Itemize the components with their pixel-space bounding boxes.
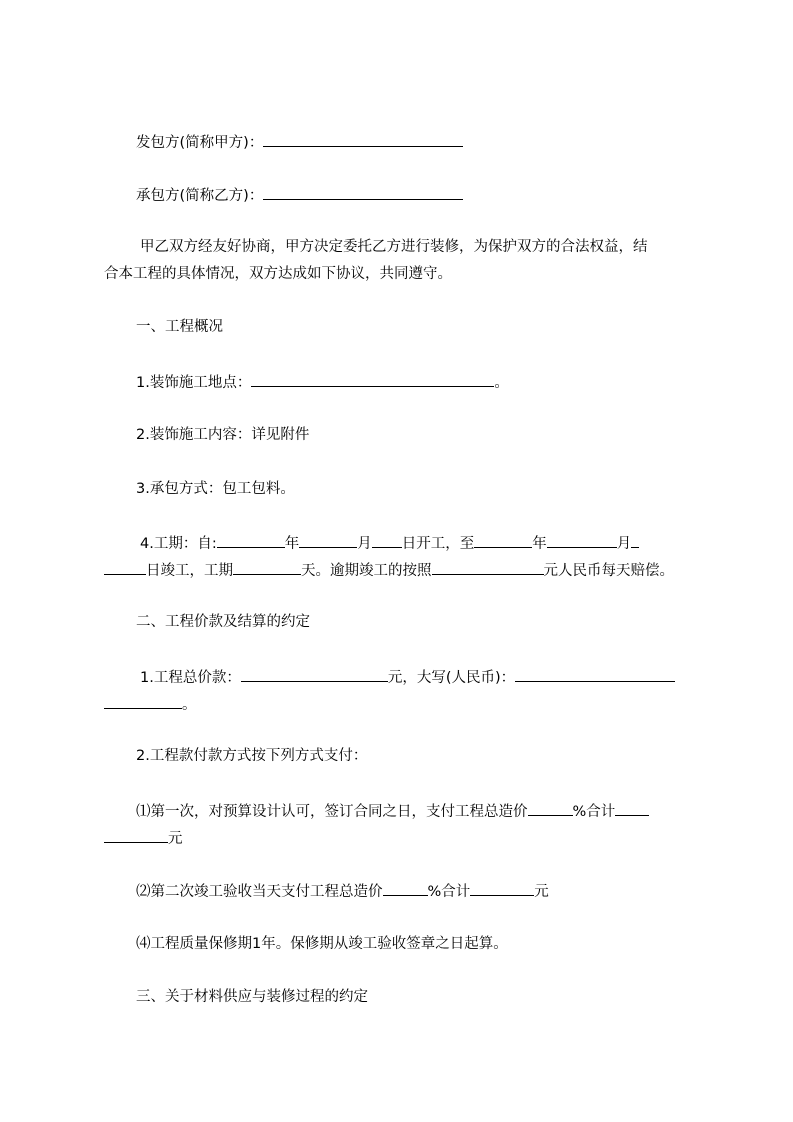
section-1-item-3: 3.承包方式：包工包料。 [136, 481, 295, 497]
end-year-label: 年 [532, 536, 547, 552]
start-month-blank[interactable] [299, 532, 357, 548]
payment-1-yuan: 元 [168, 831, 183, 847]
payment-1-line-2 [104, 827, 704, 849]
start-year-label: 年 [284, 536, 300, 552]
payment-2-percent-label: %合计 [427, 884, 471, 900]
section-2-item-1-line-1 [104, 666, 704, 688]
section-1-title: 一、工程概况 [136, 319, 223, 335]
end-month-blank[interactable] [547, 532, 617, 548]
party-a-blank[interactable] [263, 131, 463, 147]
end-day-blank-part-2[interactable] [104, 559, 146, 575]
party-a-line [104, 131, 704, 153]
section-2-item-1-line-2 [104, 693, 704, 715]
price-in-words-period: 。 [182, 697, 197, 713]
penalty-blank[interactable] [432, 559, 544, 575]
party-b-blank[interactable] [263, 184, 463, 200]
duration-blank[interactable] [233, 559, 301, 575]
schedule-prefix: 4.工期：自: [140, 536, 217, 552]
site-period: 。 [494, 375, 509, 391]
section-2-title: 二、工程价款及结算的约定 [136, 614, 310, 630]
payment-1-percent-blank[interactable] [528, 800, 573, 816]
payment-2-percent-blank[interactable] [383, 880, 428, 896]
total-price-label: 1.工程总价款： [140, 670, 241, 686]
preamble-line-2: 合本工程的具体情况，双方达成如下协议，共同遵守。 [104, 266, 452, 282]
payment-1-text: ⑴第一次，对预算设计认可，签订合同之日，支付工程总造价 [136, 804, 528, 820]
payment-2-text: ⑵第二次竣工验收当天支付工程总造价 [136, 884, 383, 900]
payment-1-line-1 [104, 800, 704, 822]
party-b-line [104, 184, 704, 206]
payment-1-percent-label: %合计 [572, 804, 616, 820]
section-1-item-4-line-2 [104, 559, 704, 581]
duration-label: 天。逾期竣工的按照 [301, 563, 432, 579]
price-in-words-blank-part-2[interactable] [104, 693, 182, 709]
payment-1-amount-blank-part-2[interactable] [104, 827, 168, 843]
section-1-item-2: 2.装饰施工内容：详见附件 [136, 427, 310, 443]
end-day-blank-part-1[interactable] [631, 532, 639, 548]
party-a-label: 发包方(简称甲方)： [136, 135, 264, 151]
preamble-line-1: 甲乙双方经友好协商，甲方决定委托乙方进行装修，为保护双方的合法权益，结 [140, 239, 648, 255]
total-price-blank[interactable] [241, 666, 388, 682]
section-1-item-4-line-1 [104, 532, 704, 554]
end-month-label: 月 [616, 536, 632, 552]
warranty-line: ⑷工程质量保修期1年。保修期从竣工验收签章之日起算。 [136, 936, 508, 952]
end-day-label: 日竣工，工期 [146, 563, 233, 579]
section-3-title: 三、关于材料供应与装修过程的约定 [136, 989, 368, 1005]
start-year-blank[interactable] [217, 532, 285, 548]
payment-2-amount-blank[interactable] [470, 880, 534, 896]
section-2-item-2: 2.工程款付款方式按下列方式支付： [136, 748, 368, 764]
start-day-label: 日开工，至 [401, 536, 475, 552]
site-label: 1.装饰施工地点： [136, 375, 252, 391]
party-b-label: 承包方(简称乙方)： [136, 188, 264, 204]
start-month-label: 月 [357, 536, 372, 552]
penalty-label: 元人民币每天赔偿。 [543, 563, 674, 579]
payment-1-amount-blank-part-1[interactable] [615, 800, 649, 816]
payment-2-yuan: 元 [534, 884, 549, 900]
total-price-yuan: 元，大写(人民币)： [387, 670, 516, 686]
price-in-words-blank-part-1[interactable] [515, 666, 675, 682]
payment-2-line [104, 880, 704, 902]
section-1-item-1 [104, 371, 704, 393]
start-day-blank[interactable] [372, 532, 402, 548]
end-year-blank[interactable] [474, 532, 532, 548]
site-blank[interactable] [251, 371, 494, 387]
